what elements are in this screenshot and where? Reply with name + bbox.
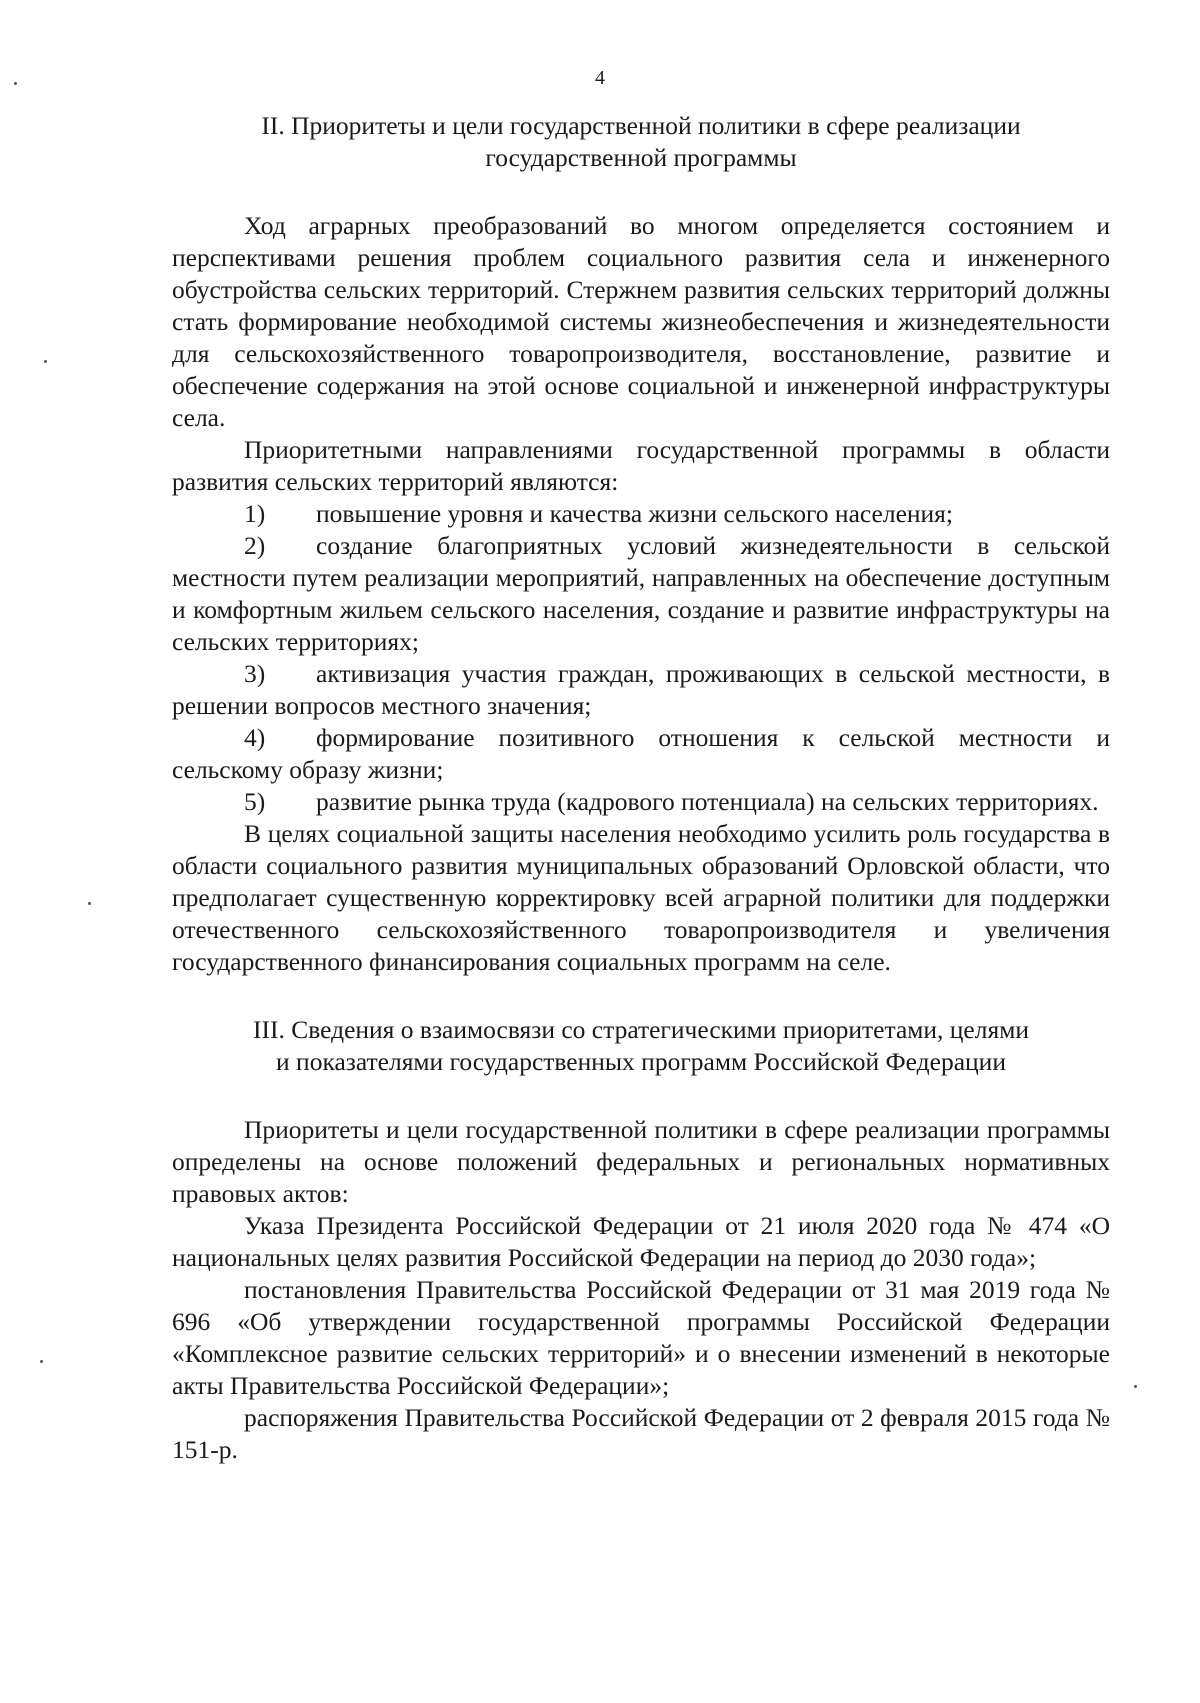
section-3-paragraph-2: Указа Президента Российской Федерации от 21 июля 2020 года № 474 «О национальных целях развития Российской Федерации на период до 2030 года»; — [172, 1211, 1110, 1272]
list-item-text: развитие рынка труда (кадрового потенциала) на сельских территориях. — [316, 787, 1099, 816]
section-3-heading-line-1: III. Сведения о взаимосвязи со стратегическими приоритетами, целями — [252, 1015, 1029, 1044]
list-item-number: 3) — [244, 659, 266, 688]
list-item — [172, 658, 1110, 722]
section-2-paragraph-2: Приоритетными направлениями государственной программы в области развития сельских территорий являются: — [172, 435, 1110, 496]
list-item — [172, 498, 1110, 530]
document-body — [172, 110, 1110, 1466]
section-3-heading — [172, 1014, 1110, 1078]
list-item — [172, 530, 1110, 658]
section-3-paragraph-3: постановления Правительства Российской Федерации от 31 мая 2019 года № 696 «Об утверждении государственной программы Российской Федерации «Комплексное развитие сельских территорий» и о внесении изменений в некоторые акты Правительства Российской Федерации»; — [172, 1275, 1110, 1400]
list-item-number: 5) — [244, 787, 266, 816]
list-item-text: создание благоприятных условий жизнедеятельности в сельской местности путем реализации мероприятий, направленных на обеспечение доступным и комфортным жильем сельского населения, создание и развитие инфраструктуры на сельских территориях; — [172, 531, 1110, 656]
scan-speck — [44, 360, 47, 363]
scan-speck — [40, 1360, 43, 1363]
list-item — [172, 722, 1110, 786]
list-item-number: 1) — [244, 499, 266, 528]
section-2-heading-line-1: II. Приоритеты и цели государственной политики в сфере реализации — [261, 111, 1021, 140]
scan-speck — [88, 902, 91, 905]
section-2-paragraph-3: В целях социальной защиты населения необходимо усилить роль государства в области социального развития муниципальных образований Орловской области, что предполагает существенную корректировку всей аграрной политики для поддержки отечественного сельскохозяйственного товаропроизводителя и увеличения государственного финансирования социальных программ на селе. — [172, 819, 1110, 976]
page-number: 4 — [595, 67, 605, 89]
list-item-text: активизация участия граждан, проживающих в сельской местности, в решении вопросов местного значения; — [172, 659, 1110, 720]
list-item-number: 2) — [244, 531, 266, 560]
section-3-heading-line-2: и показателями государственных программ Российской Федерации — [276, 1047, 1006, 1076]
list-item-text: повышение уровня и качества жизни сельского населения; — [316, 499, 953, 528]
section-2-paragraph-1: Ход аграрных преобразований во многом определяется состоянием и перспективами решения проблем социального развития села и инженерного обустройства сельских территорий. Стержнем развития сельских территорий должны стать формирование необходимой системы жизнеобеспечения и жизнедеятельности для сельскохозяйственного товаропроизводителя, восстановление, развитие и обеспечение содержания на этой основе социальной и инженерной инфраструктуры села. — [172, 211, 1110, 432]
scan-speck — [14, 82, 17, 85]
section-2-heading — [172, 110, 1110, 174]
section-3-paragraph-4: распоряжения Правительства Российской Федерации от 2 февраля 2015 года № 151-р. — [172, 1403, 1110, 1464]
section-3-paragraph-1: Приоритеты и цели государственной политики в сфере реализации программы определены на основе положений федеральных и региональных нормативных правовых актов: — [172, 1115, 1110, 1208]
section-2-heading-line-2: государственной программы — [485, 143, 797, 172]
list-item-number: 4) — [244, 723, 266, 752]
list-item-text: формирование позитивного отношения к сельской местности и сельскому образу жизни; — [172, 723, 1110, 784]
list-item — [172, 786, 1110, 818]
scan-speck — [1134, 1385, 1137, 1388]
